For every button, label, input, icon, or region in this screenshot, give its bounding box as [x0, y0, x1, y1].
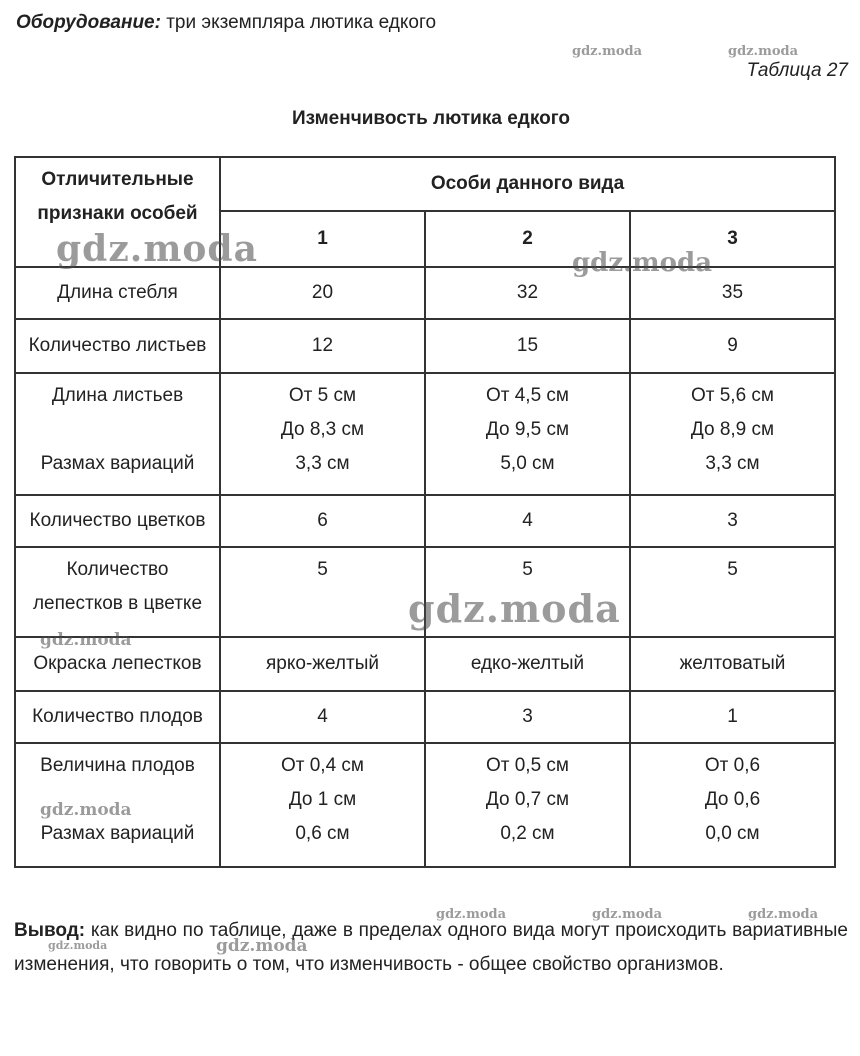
value-cell-individual-1 [220, 637, 425, 691]
trait-value: 3 [727, 510, 738, 531]
trait-value: 4 [317, 706, 328, 727]
trait-value: 12 [311, 335, 334, 356]
watermark: gdz.moda [592, 907, 663, 922]
watermark: gdz.moda [572, 44, 643, 59]
trait-value: едко-желтый [470, 653, 585, 674]
trait-value: До 0,7 см [485, 789, 570, 810]
watermark: gdz.moda [436, 907, 507, 922]
trait-label: Количество [66, 559, 169, 580]
value-cell-individual-1 [220, 691, 425, 743]
header-individual-2: 2 [425, 211, 630, 267]
trait-value: 32 [516, 282, 539, 303]
trait-value: До 9,5 см [485, 419, 570, 440]
trait-label: Количество плодов [32, 706, 203, 727]
table-title: Изменчивость лютика едкого [292, 108, 570, 129]
watermark: gdz.moda [408, 586, 621, 631]
trait-value: 3,3 см [295, 453, 350, 474]
conclusion-label: Вывод: [14, 920, 86, 941]
table-row [15, 495, 835, 547]
table-row [15, 691, 835, 743]
value-cell-individual-1 [220, 373, 425, 495]
trait-value: От 0,5 см [485, 755, 569, 776]
conclusion [14, 914, 848, 982]
trait-label-cell [15, 373, 220, 495]
trait-value: 20 [311, 282, 334, 303]
trait-value: 0,0 см [705, 823, 760, 844]
trait-label: Длина стебля [57, 282, 178, 303]
value-cell-individual-2 [425, 743, 630, 867]
trait-label: Размах вариаций [40, 453, 195, 474]
value-cell-individual-3 [630, 319, 835, 373]
header-individual-3: 3 [630, 211, 835, 267]
trait-value: До 0,6 [704, 789, 761, 810]
trait-value: От 5 см [288, 385, 357, 406]
trait-value: 5 [727, 559, 738, 580]
value-cell-individual-3 [630, 743, 835, 867]
watermark: gdz.moda [40, 800, 132, 820]
trait-label-cell [15, 319, 220, 373]
trait-value: 35 [721, 282, 744, 303]
trait-label: Количество цветков [29, 510, 206, 531]
trait-value: 1 [727, 706, 738, 727]
equipment-text: три экземпляра лютика едкого [160, 12, 437, 33]
trait-label-cell [15, 267, 220, 319]
trait-label-cell [15, 691, 220, 743]
table-row [15, 637, 835, 691]
value-cell-individual-2 [425, 691, 630, 743]
value-cell-individual-1 [220, 743, 425, 867]
value-cell-individual-1 [220, 319, 425, 373]
value-cell-individual-3 [630, 495, 835, 547]
value-cell-individual-3 [630, 637, 835, 691]
trait-label: Длина листьев [51, 385, 184, 406]
trait-value: 9 [727, 335, 738, 356]
header-individuals: Особи данного вида [220, 157, 835, 211]
header-individual-1: 1 [220, 211, 425, 267]
header-traits-line2: признаки особей [37, 203, 198, 224]
conclusion-text: как видно по таблице, даже в пределах одного вида могут происходить вариативные изменения, что говорить о том, что изменчивость - общее свойство организмов. [14, 920, 848, 975]
trait-value: До 8,9 см [690, 419, 775, 440]
trait-value: От 0,4 см [280, 755, 364, 776]
trait-value: От 5,6 см [690, 385, 774, 406]
trait-value: 3 [522, 706, 533, 727]
trait-value: 15 [516, 335, 539, 356]
value-cell-individual-1 [220, 267, 425, 319]
trait-value: 3,3 см [705, 453, 760, 474]
trait-label: Размах вариаций [40, 823, 195, 844]
table-row [15, 373, 835, 495]
table-row [15, 743, 835, 867]
watermark: gdz.moda [48, 939, 108, 952]
value-cell-individual-3 [630, 373, 835, 495]
trait-value: 6 [317, 510, 328, 531]
trait-value: 0,6 см [295, 823, 350, 844]
trait-value: 5,0 см [500, 453, 555, 474]
watermark: gdz.moda [56, 228, 258, 270]
trait-label: лепестков в цветке [32, 593, 203, 614]
value-cell-individual-2 [425, 319, 630, 373]
watermark: gdz.moda [728, 44, 799, 59]
value-cell-individual-1 [220, 547, 425, 637]
trait-value: 5 [317, 559, 328, 580]
trait-value: До 8,3 см [280, 419, 365, 440]
trait-label [16, 413, 219, 447]
trait-label-cell [15, 495, 220, 547]
value-cell-individual-3 [630, 547, 835, 637]
trait-label: Величина плодов [40, 755, 195, 776]
watermark: gdz.moda [216, 936, 308, 956]
value-cell-individual-2 [425, 495, 630, 547]
watermark: gdz.moda [40, 630, 132, 650]
trait-value: 4 [522, 510, 533, 531]
trait-value: ярко-желтый [266, 653, 379, 674]
value-cell-individual-1 [220, 495, 425, 547]
trait-value: От 0,6 [704, 755, 761, 776]
table-number: Таблица 27 [746, 60, 848, 81]
header-traits-line1: Отличительные [41, 169, 194, 190]
trait-value: От 4,5 см [485, 385, 569, 406]
trait-label: Окраска лепестков [33, 653, 202, 674]
table-body [15, 267, 835, 867]
equipment-label: Оборудование: [16, 12, 161, 33]
value-cell-individual-2 [425, 373, 630, 495]
trait-value: желтоватый [679, 653, 786, 674]
value-cell-individual-2 [425, 637, 630, 691]
value-cell-individual-3 [630, 691, 835, 743]
table-row [15, 319, 835, 373]
trait-label-cell [15, 547, 220, 637]
watermark: gdz.moda [572, 248, 713, 278]
equipment-line [16, 12, 436, 34]
trait-value: 0,2 см [500, 823, 555, 844]
trait-value: 5 [522, 559, 533, 580]
watermark: gdz.moda [748, 907, 819, 922]
trait-value: До 1 см [288, 789, 357, 810]
trait-label: Количество листьев [28, 335, 207, 356]
